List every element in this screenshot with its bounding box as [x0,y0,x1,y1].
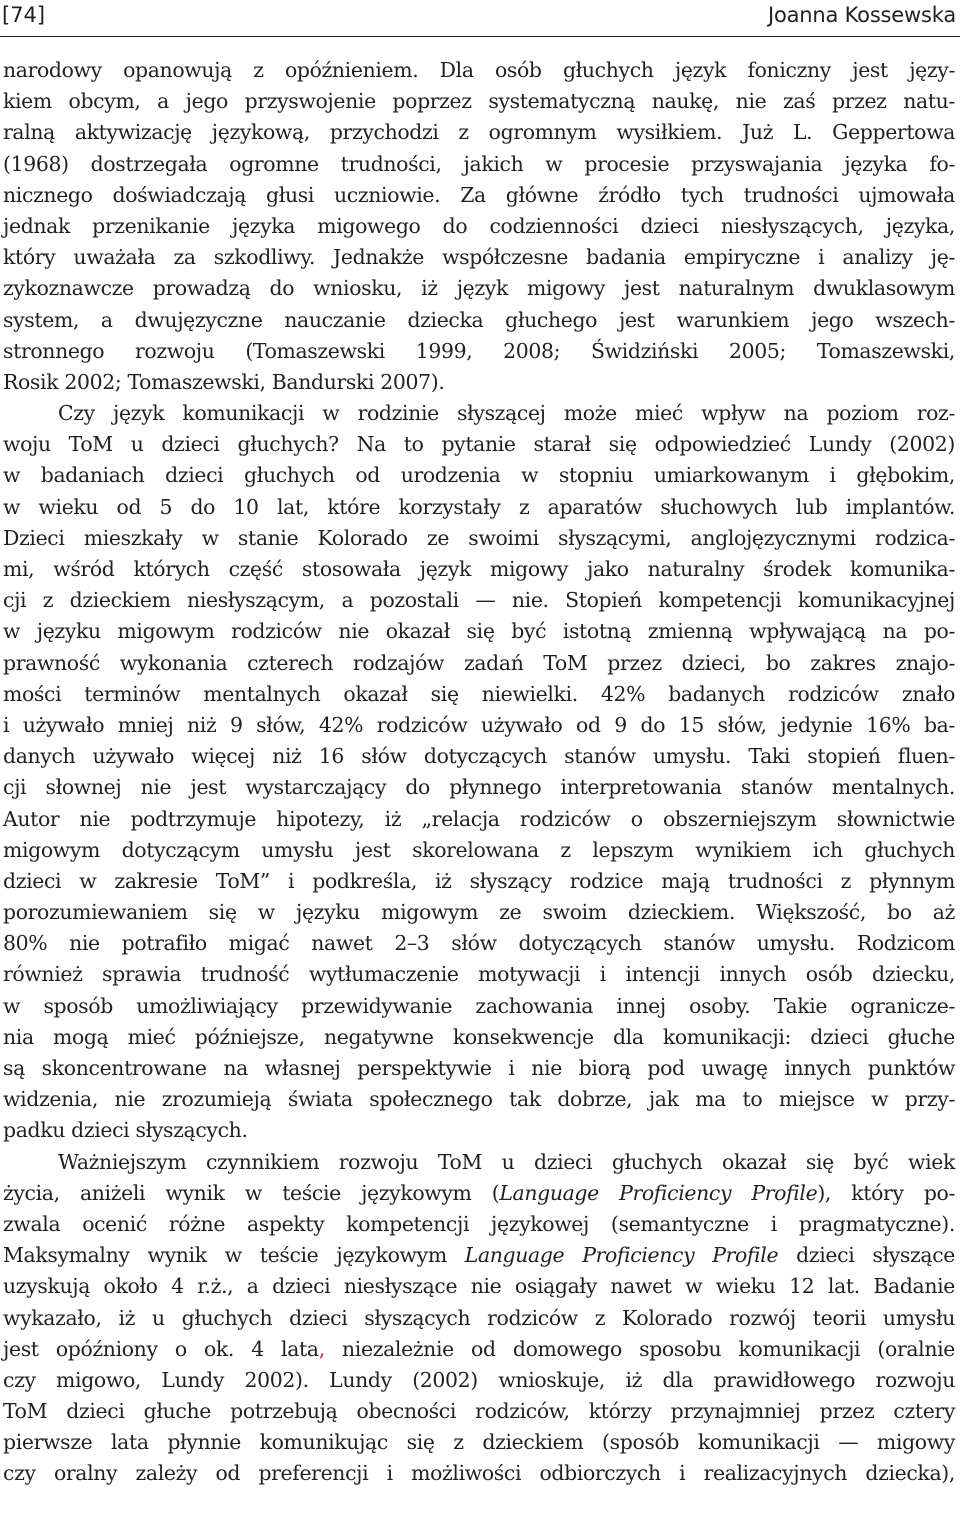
text-line: Dzieci mieszkały w stanie Kolorado ze swoimi słyszącymi, anglojęzycznymi rodzica- [3,525,955,550]
text-line: migowym dotyczącym umysłu jest skorelowana z lepszym wynikiem ich głuchych [3,837,955,862]
text-line: stronnego rozwoju (Tomaszewski 1999, 2008; Świdziński 2005; Tomaszewski, [3,338,955,363]
text-line: i używało mniej niż 9 słów, 42% rodziców używało od 9 do 15 słów, jedynie 16% ba- [3,712,955,737]
text-run: życia, aniżeli wynik w teście językowym ( [3,1180,500,1205]
text-run: niezależnie od domowego sposobu komunikacji (oralnie [324,1336,956,1361]
text-run: jest opóźniony o ok. 4 lata [3,1336,319,1361]
text-line: padku dzieci słyszących. [3,1118,248,1143]
text-line: kiem obcym, a jego przyswojenie poprzez systematyczną naukę, nie zaś przez natu- [3,89,955,114]
test-name-italic: Language Proficiency Profile [464,1243,779,1268]
body-text [3,55,955,1490]
text-line: Autor nie podtrzymuje hipotezy, iż „relacja rodziców o obszerniejszym słownictwie [3,806,955,831]
page-header [0,0,960,36]
text-run: Maksymalny wynik w teście językowym [3,1243,465,1268]
text-line: widzenia, nie zrozumieją świata społecznego tak dobrze, jak ma to miejsce w przy- [3,1087,955,1112]
text-line: uzyskują około 4 r.ż., a dzieci niesłyszące nie osiągały nawet w wieku 12 lat. Badanie [3,1274,955,1299]
text-line: czy migowo, Lundy 2002). Lundy (2002) wnioskuje, iż dla prawidłowego rozwoju [3,1367,955,1392]
running-head-author: Joanna Kossewska [767,3,956,27]
text-line: Rosik 2002; Tomaszewski, Bandurski 2007). [3,369,445,394]
text-line [3,1240,955,1271]
text-run: ), który po- [817,1180,956,1205]
text-line: ralną aktywizację językową, przychodzi z ogromnym wysiłkiem. Już L. Geppertowa [3,120,955,145]
text-line: mi, wśród których część stosowała język migowy jako naturalny środek komunika- [3,557,955,581]
text-line: wykazało, iż u głuchych dzieci słyszących rodziców z Kolorado rozwój teorii umysłu [3,1305,955,1330]
text-line: woju ToM u dzieci głuchych? Na to pytanie starał się odpowiedzieć Lundy (2002) [3,432,955,457]
text-line: ToM dzieci głuche potrzebują obecności rodziców, którzy przynajmniej przez cztery [3,1399,955,1424]
text-line: zykoznawcze prowadzą do wniosku, iż język migowy jest naturalnym dwuklasowym [3,276,955,301]
text-line: w badaniach dzieci głuchych od urodzenia w stopniu umiarkowanym i głębokim, [3,463,955,488]
text-line: w języku migowym rodziców nie okazał się być istotną zmienną wpływającą na po- [3,619,955,644]
text-line: 80% nie potrafiło migać nawet 2–3 słów dotyczących stanów umysłu. Rodzicom [3,931,955,956]
text-line: system, a dwujęzyczne nauczanie dziecka głuchego jest warunkiem jego wszech- [3,307,955,332]
text-line: danych używało więcej niż 16 słów dotyczących stanów umysłu. Taki stopień fluen- [3,744,955,769]
text-line: porozumiewaniem się w języku migowym ze swoim dzieckiem. Większość, bo aż [3,900,955,925]
text-line: prawność wykonania czterech rodzajów zadań ToM przez dzieci, bo zakres znajo- [3,650,955,675]
text-line: pierwsze lata płynnie komunikując się z dzieckiem (sposób komunikacji — migowy [3,1430,955,1455]
text-line [3,1334,955,1365]
text-run: dzieci słyszące [778,1243,956,1268]
text-line [3,1178,955,1209]
text-line: cji słownej nie jest wystarczający do płynnego interpretowania stanów mentalnych. [3,775,955,800]
text-line: nicznego doświadczają głusi uczniowie. Za główne źródło tych trudności ujmowała [3,182,955,207]
text-line: są skoncentrowane na własnej perspektywie i nie biorą pod uwagę innych punktów [3,1056,955,1080]
text-line: mości terminów mentalnych okazał się niewielki. 42% badanych rodziców znało [3,681,955,706]
red-comma: , [318,1336,325,1361]
text-line: jednak przenikanie języka migowego do codzienności dzieci niesłyszących, języka, [3,213,955,238]
text-line: czy oralny zależy od preferencji i możliwości odbiorczych i realizacyjnych dziecka), [3,1461,955,1486]
text-line: zwala ocenić różne aspekty kompetencji językowej (semantyczne i pragmatyczne). [3,1211,955,1236]
test-name-italic: Language Proficiency Profile [499,1180,818,1205]
text-line: w wieku od 5 do 10 lat, które korzystały z aparatów słuchowych lub implantów. [3,494,955,519]
text-line: Ważniejszym czynnikiem rozwoju ToM u dzieci głuchych okazał się być wiek [58,1149,955,1174]
text-line: dzieci w zakresie ToM” i podkreśla, iż słyszący rodzice mają trudności z płynnym [3,868,955,893]
text-line: w sposób umożliwiający przewidywanie zachowania innej osoby. Takie ogranicze- [3,993,955,1018]
text-line: (1968) dostrzegała ogromne trudności, jakich w procesie przyswajania języka fo- [3,151,955,176]
header-rule [0,36,960,37]
text-line: również sprawia trudność wytłumaczenie motywacji i intencji innych osób dziecku, [3,962,955,987]
text-line: cji z dzieckiem niesłyszącym, a pozostali — nie. Stopień kompetencji komunikacyjnej [3,588,955,613]
text-line: nia mogą mieć późniejsze, negatywne konsekwencje dla komunikacji: dzieci głuche [3,1024,955,1049]
text-line: Czy język komunikacji w rodzinie słyszącej może mieć wpływ na poziom roz- [58,401,955,426]
text-line: który uważała za szkodliwy. Jednakże współczesne badania empiryczne i analizy ję- [3,245,955,270]
page-number: [74] [2,3,46,27]
text-line: narodowy opanowują z opóźnieniem. Dla osób głuchych język foniczny jest języ- [3,58,955,82]
